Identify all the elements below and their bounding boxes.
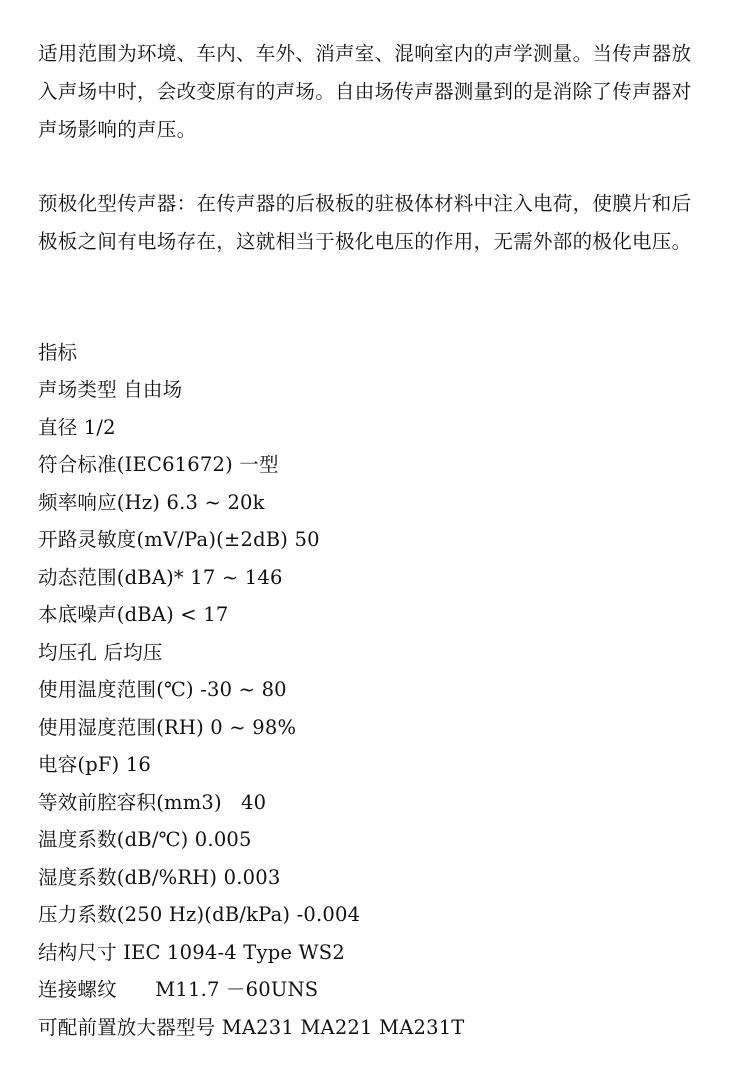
spec-item: 动态范围(dBA)* 17 ~ 146 xyxy=(38,565,283,589)
spec-item: 压力系数(250 Hz)(dB/kPa) -0.004 xyxy=(38,903,361,926)
spec-item: 声场类型 自由场 xyxy=(38,378,183,401)
spec-item: 等效前腔容积(mm3) 40 xyxy=(38,790,267,814)
spec-item: 使用温度范围(℃) -30 ~ 80 xyxy=(38,678,287,701)
specs-heading: 指标 xyxy=(38,341,78,364)
spec-item: 直径 1/2 xyxy=(38,415,116,439)
specs-list xyxy=(38,371,465,1046)
spec-item: 可配前置放大器型号 MA231 MA221 MA231T xyxy=(38,1015,465,1039)
spec-item: 频率响应(Hz) 6.3 ~ 20k xyxy=(38,490,265,514)
spec-item: 结构尺寸 IEC 1094-4 Type WS2 xyxy=(38,940,345,964)
spec-item: 开路灵敏度(mV/Pa)(±2dB) 50 xyxy=(38,528,320,551)
prepolarized-paragraph: 预极化型传声器：在传声器的后极板的驻极体材料中注入电荷，使膜片和后极板之间有电场存在，这就相当于极化电压的作用，无需外部的极化电压。 xyxy=(38,192,692,253)
spec-item: 电容(pF) 16 xyxy=(38,753,152,776)
spec-item: 湿度系数(dB/%RH) 0.003 xyxy=(38,865,281,889)
spec-item: 使用湿度范围(RH) 0 ~ 98% xyxy=(38,715,297,739)
spec-item: 连接螺纹 M11.7 －60UNS xyxy=(38,978,319,1001)
spec-item: 均压孔 后均压 xyxy=(38,640,163,664)
intro-paragraph: 适用范围为环境、车内、车外、消声室、混响室内的声学测量。当传声器放入声场中时，会改变原有的声场。自由场传声器测量到的是消除了传声器对声场影响的声压。 xyxy=(38,42,692,141)
spec-item: 本底噪声(dBA) < 17 xyxy=(38,603,229,626)
spec-item: 符合标准(IEC61672) 一型 xyxy=(38,453,279,476)
spec-item: 温度系数(dB/℃) 0.005 xyxy=(38,828,252,851)
